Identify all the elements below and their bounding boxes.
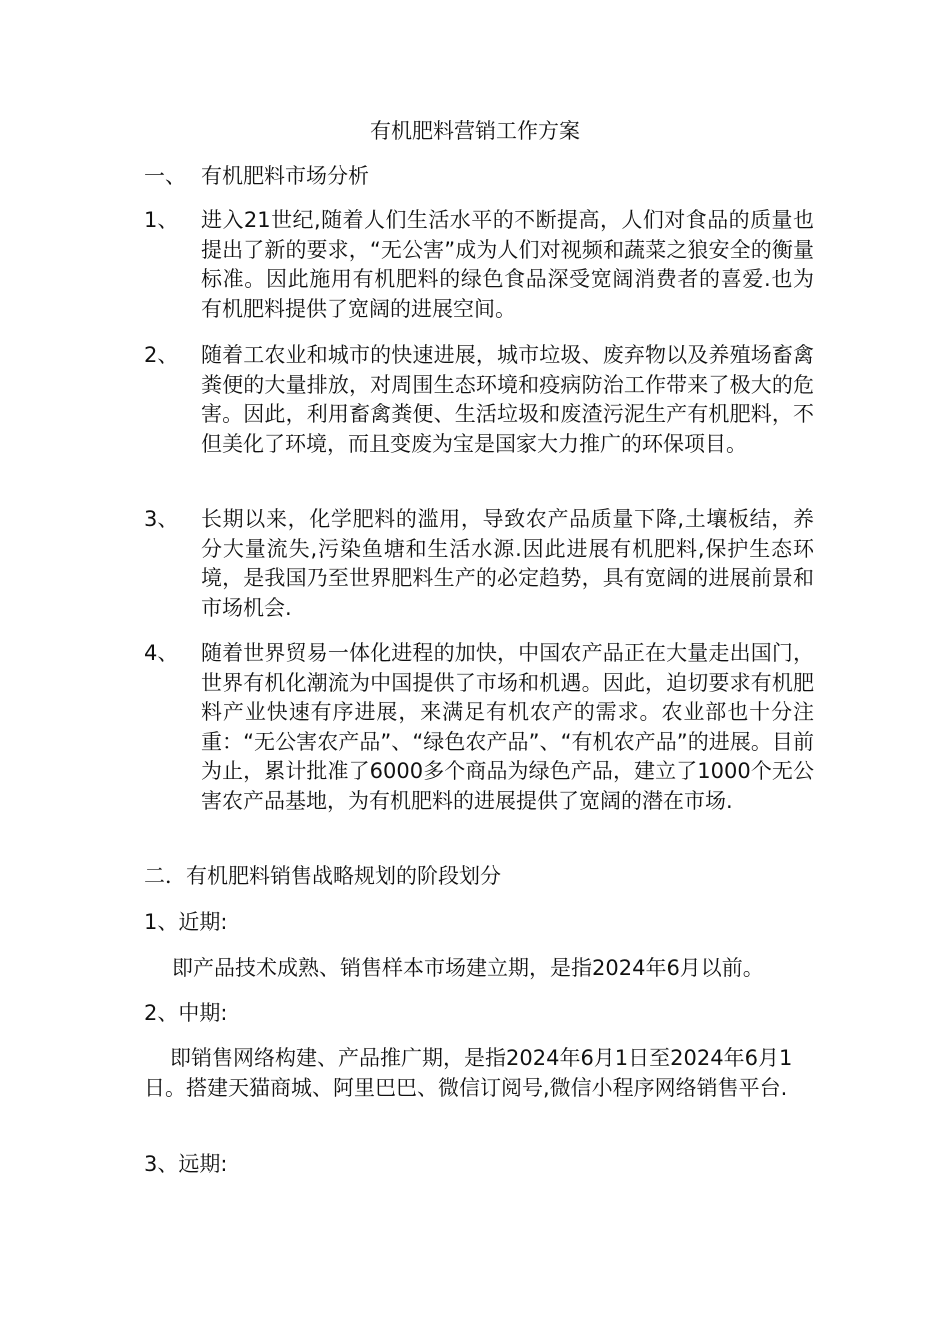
phase-label-near: 1、近期: xyxy=(144,910,228,934)
list-item-number: 4、 xyxy=(144,641,179,665)
list-item xyxy=(144,639,814,816)
list-item xyxy=(144,206,814,324)
section-heading-text: 有机肥料市场分析 xyxy=(201,164,369,188)
section-heading-strategy-phases: 二．有机肥料销售战略规划的阶段划分 xyxy=(144,864,501,888)
list-item-number: 3、 xyxy=(144,507,179,531)
list-item-text: 随着工农业和城市的快速进展，城市垃圾、废弃物以及养殖场畜禽粪便的大量排放，对周围生态环境和疫病防治工作带来了极大的危害。因此，利用畜禽粪便、生活垃圾和废渣污泥生产有机肥料，不但美化了环境，而且变废为宝是国家大力推广的环保项目。 xyxy=(201,343,814,456)
phase-label-mid: 2、中期: xyxy=(144,1001,228,1025)
phase-text-near: 即产品技术成熟、销售样本市场建立期，是指2024年6月以前。 xyxy=(172,956,764,980)
list-item-text: 长期以来，化学肥料的滥用，导致农产品质量下降,土壤板结，养分大量流失,污染鱼塘和生活水源.因此进展有机肥料,保护生态环境，是我国乃至世界肥料生产的必定趋势，具有宽阔的进展前景和市场机会. xyxy=(201,507,814,620)
list-item-text: 进入21世纪,随着人们生活水平的不断提高，人们对食品的质量也提出了新的要求，“无公害”成为人们对视频和蔬菜之狼安全的衡量标准。因此施用有机肥料的绿色食品深受宽阔消费者的喜爱.也为有机肥料提供了宽阔的进展空间。 xyxy=(201,208,814,321)
list-item xyxy=(144,505,814,623)
list-item-number: 2、 xyxy=(144,343,179,367)
phase-text-mid: 即销售网络构建、产品推广期，是指2024年6月1日至2024年6月1日。搭建天猫商城、阿里巴巴、微信订阅号,微信小程序网络销售平台. xyxy=(144,1046,793,1100)
list-item-text: 随着世界贸易一体化进程的加快，中国农产品正在大量走出国门，世界有机化潮流为中国提供了市场和机遇。因此，迫切要求有机肥料产业快速有序进展，来满足有机农产的需求。农业部也十分注重：“无公害农产品”、“绿色农产品”、“有机农产品”的进展。目前为止，累计批准了6000多个商品为绿色产品，建立了1000个无公害农产品基地，为有机肥料的进展提供了宽阔的潜在市场. xyxy=(201,641,814,813)
phase-label-far: 3、远期: xyxy=(144,1152,228,1176)
document-title: 有机肥料营销工作方案 xyxy=(370,119,580,143)
list-item xyxy=(144,341,814,459)
list-item-number: 1、 xyxy=(144,208,179,232)
section-heading-market-analysis xyxy=(144,161,369,191)
section-marker: 一、 xyxy=(144,164,186,188)
